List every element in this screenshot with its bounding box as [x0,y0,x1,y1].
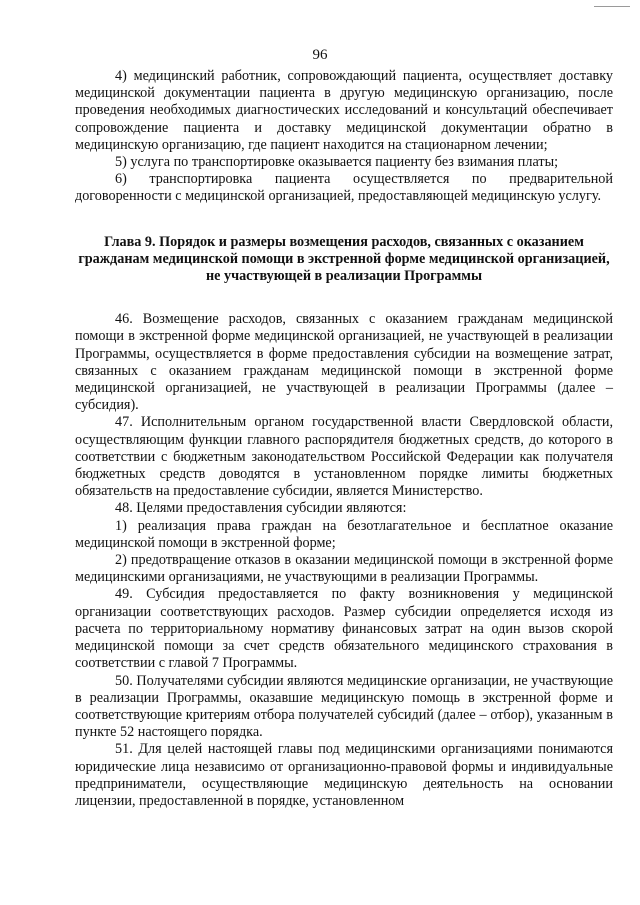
chapter-heading: Глава 9. Порядок и размеры возмещения расходов, связанных с оказанием гражданам медицинской помощи в экстренной форме медицинской организацией, не участвующей в реализации Программы [78,233,610,285]
scan-corner-mark [594,6,630,7]
paragraph-46: 46. Возмещение расходов, связанных с оказанием гражданам медицинской помощи в экстренной форме медицинской организацией, не участвующей в реализации Программы, осуществляется в форме предоставления субсидии на возмещение затрат, связанных с оказанием гражданам медицинской помощи в экстренной форме медицинской организацией, не участвующей в реализации Программы (далее – субсидия). [75,311,613,414]
paragraph-48-item-1: 1) реализация права граждан на безотлагательное и бесплатное оказание медицинской помощи в экстренной форме; [75,517,613,551]
list-item-6: 6) транспортировка пациента осуществляется по предварительной договоренности с медицинской организацией, предоставляющей медицинскую услугу. [75,171,613,205]
paragraph-50: 50. Получателями субсидии являются медицинские организации, не участвующие в реализации Программы, оказавшие медицинскую помощь в экстренной форме и соответствующие критериям отбора получателей субсидий (далее – отбор), указанным в пункте 52 настоящего порядка. [75,672,613,741]
paragraph-49: 49. Субсидия предоставляется по факту возникновения у медицинской организации соответствующих расходов. Размер субсидии определяется исходя из расчета по территориальному нормативу финансовых затрат на один вызов скорой медицинской помощи за счет средств обязательного медицинского страхования в соответствии с главой 7 Программы. [75,586,613,672]
list-item-5: 5) услуга по транспортировке оказывается пациенту без взимания платы; [115,154,559,171]
document-body [75,68,613,810]
paragraph-48-item-2: 2) предотвращение отказов в оказании медицинской помощи в экстренной форме медицинскими организациями, не участвующими в реализации Программы. [75,552,613,586]
paragraph-48: 48. Целями предоставления субсидии являются: [115,500,407,517]
page-number: 96 [312,47,328,63]
list-item-4: 4) медицинский работник, сопровождающий пациента, осуществляет доставку медицинской документации пациента в другую медицинскую организацию, после проведения необходимых диагностических исследований и консультаций обеспечивает сопровождение пациента и доставку медицинской документации обратно в медицинскую организацию, где пациент находится на стационарном лечении; [75,68,613,153]
paragraph-47: 47. Исполнительным органом государственной власти Свердловской области, осуществляющим функции главного распорядителя бюджетных средств, до которого в соответствии с бюджетным законодательством Российской Федерации как получателя бюджетных средств доводятся в установленном порядке лимиты бюджетных обязательств на предоставление субсидии, является Министерство. [75,414,613,500]
paragraph-51: 51. Для целей настоящей главы под медицинскими организациями понимаются юридические лица независимо от организационно-правовой формы и индивидуальные предприниматели, осуществляющие медицинскую деятельность на основании лицензии, предоставленной в порядке, установленном [75,741,613,809]
